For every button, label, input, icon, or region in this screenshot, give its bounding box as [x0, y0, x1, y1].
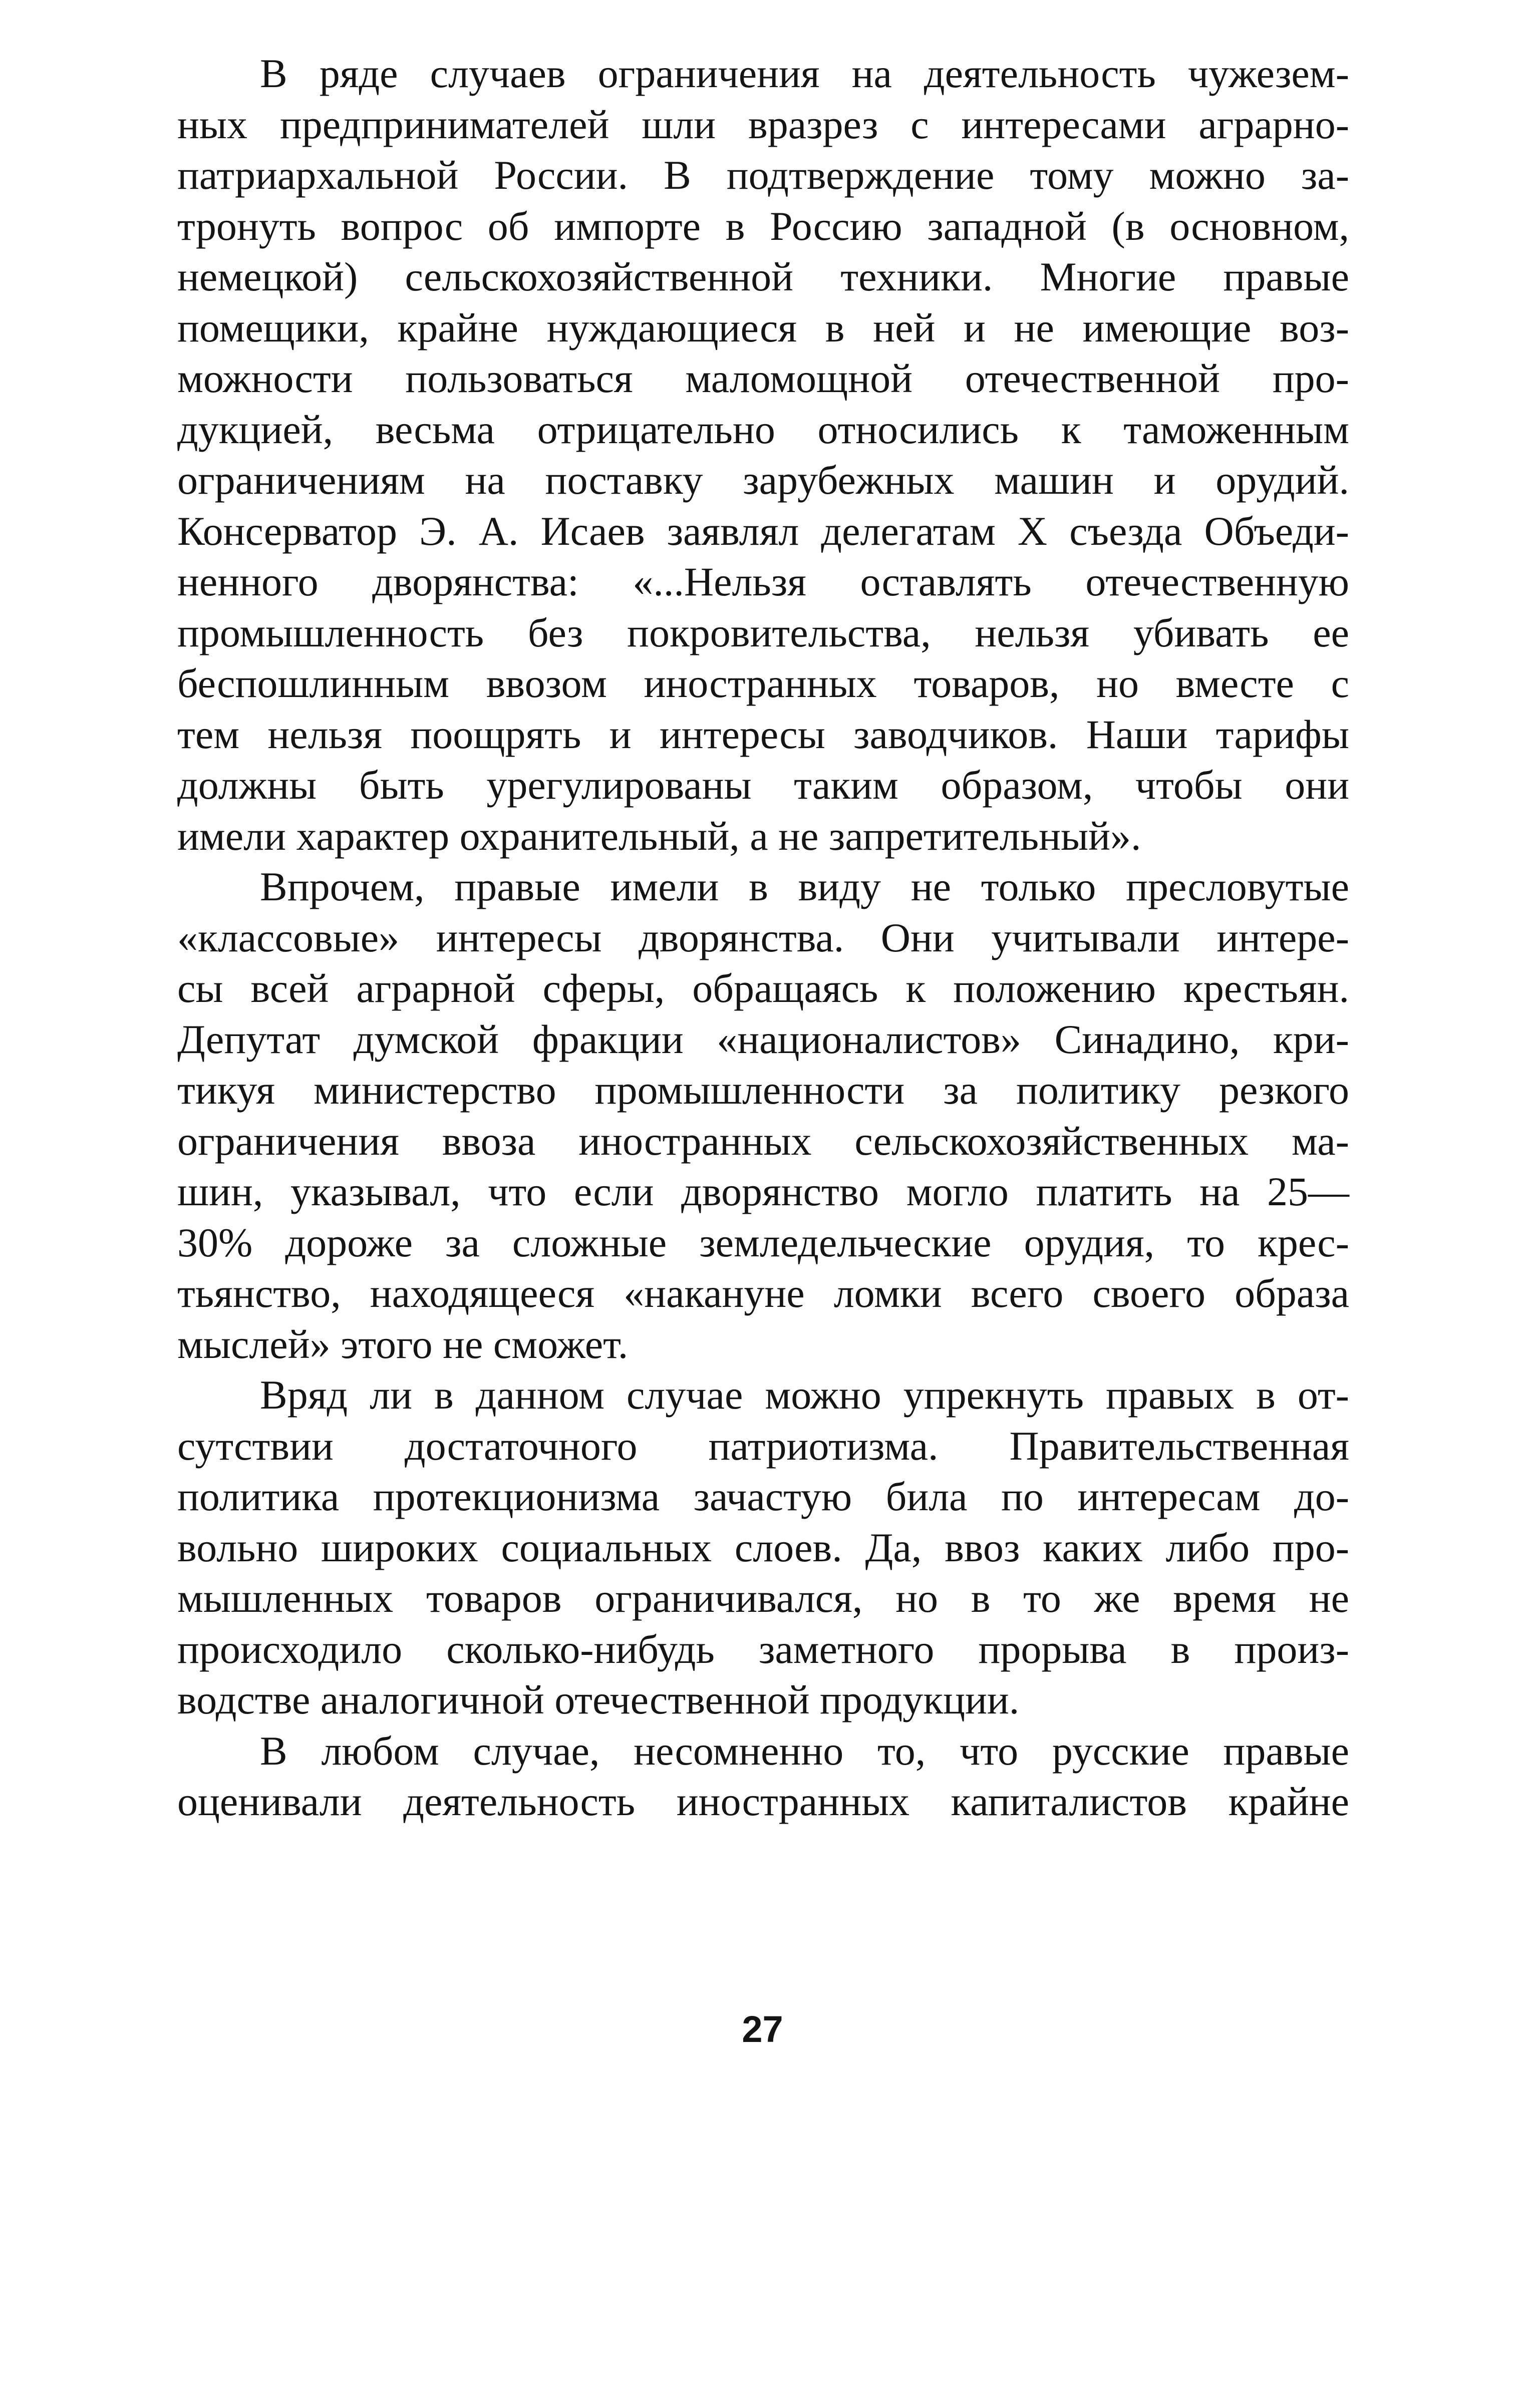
- text-line: Консерватор Э. А. Исаев заявлял делегатам X съезда Объеди-: [177, 508, 1349, 554]
- text-line: немецкой) сельскохозяйственной техники. Многие правые: [177, 254, 1349, 299]
- text-line-paragraph-1-start: В ряде случаев ограничения на деятельность чужезем-: [260, 51, 1349, 96]
- text-line: политика протекционизма зачастую била по интересам до-: [177, 1474, 1349, 1519]
- text-line: шин, указывал, что если дворянство могло платить на 25—: [177, 1169, 1349, 1214]
- text-line: патриархальной России. В подтверждение тому можно за-: [177, 152, 1349, 198]
- text-line: ненного дворянства: «...Нельзя оставлять отечественную: [177, 559, 1349, 604]
- text-line: 30% дороже за сложные земледельческие орудия, то крес-: [177, 1219, 1349, 1265]
- text-line: тьянство, находящееся «накануне ломки всего своего образа: [177, 1270, 1349, 1316]
- text-line: «классовые» интересы дворянства. Они учитывали интере-: [177, 914, 1349, 960]
- text-line: Депутат думской фракции «националистов» Синадино, кри-: [177, 1016, 1349, 1062]
- text-line: происходило сколько-нибудь заметного прорыва в произ-: [177, 1626, 1349, 1672]
- text-line-paragraph-2-start: Впрочем, правые имели в виду не только пресловутые: [260, 864, 1349, 909]
- text-line-paragraph-1-end: имели характер охранительный, а не запретительный».: [177, 813, 1141, 859]
- text-line-paragraph-3-end: водстве аналогичной отечественной продукции.: [177, 1677, 1020, 1723]
- text-line: можности пользоваться маломощной отечественной про-: [177, 356, 1349, 401]
- text-line: мышленных товаров ограничивался, но в то же время не: [177, 1575, 1349, 1621]
- text-line: сутствии достаточного патриотизма. Правительственная: [177, 1423, 1349, 1469]
- text-line: вольно широких социальных слоев. Да, ввоз каких либо про-: [177, 1524, 1349, 1570]
- text-line: ных предпринимателей шли вразрез с интересами аграрно-: [177, 101, 1349, 147]
- text-line: помещики, крайне нуждающиеся в ней и не имеющие воз-: [177, 304, 1349, 351]
- text-line: должны быть урегулированы таким образом, чтобы они: [177, 762, 1349, 808]
- body-text: [177, 48, 1349, 1827]
- text-line: тикуя министерство промышленности за политику резкого: [177, 1067, 1349, 1113]
- text-line: беспошлинным ввозом иностранных товаров, но вместе с: [177, 660, 1349, 706]
- text-line-paragraph-2-end: мыслей» этого не сможет.: [177, 1321, 629, 1367]
- text-line: промышленность без покровительства, нельзя убивать ее: [177, 609, 1349, 655]
- text-line: оценивали деятельность иностранных капиталистов крайне: [177, 1779, 1349, 1824]
- text-line: тронуть вопрос об импорте в Россию западной (в основном,: [177, 203, 1349, 249]
- text-line: ограничения ввоза иностранных сельскохозяйственных ма-: [177, 1118, 1349, 1164]
- page-number: 27: [742, 2008, 783, 2050]
- text-line: ограничениям на поставку зарубежных машин и орудий.: [177, 457, 1349, 503]
- text-line-paragraph-3-start: Вряд ли в данном случае можно упрекнуть правых в от-: [260, 1372, 1349, 1418]
- text-line-paragraph-4-start: В любом случае, несомненно то, что русские правые: [260, 1728, 1349, 1774]
- text-line: дукцией, весьма отрицательно относились к таможенным: [177, 406, 1349, 452]
- text-line: сы всей аграрной сферы, обращаясь к положению крестьян.: [177, 965, 1349, 1011]
- text-line: тем нельзя поощрять и интересы заводчиков. Наши тарифы: [177, 711, 1349, 757]
